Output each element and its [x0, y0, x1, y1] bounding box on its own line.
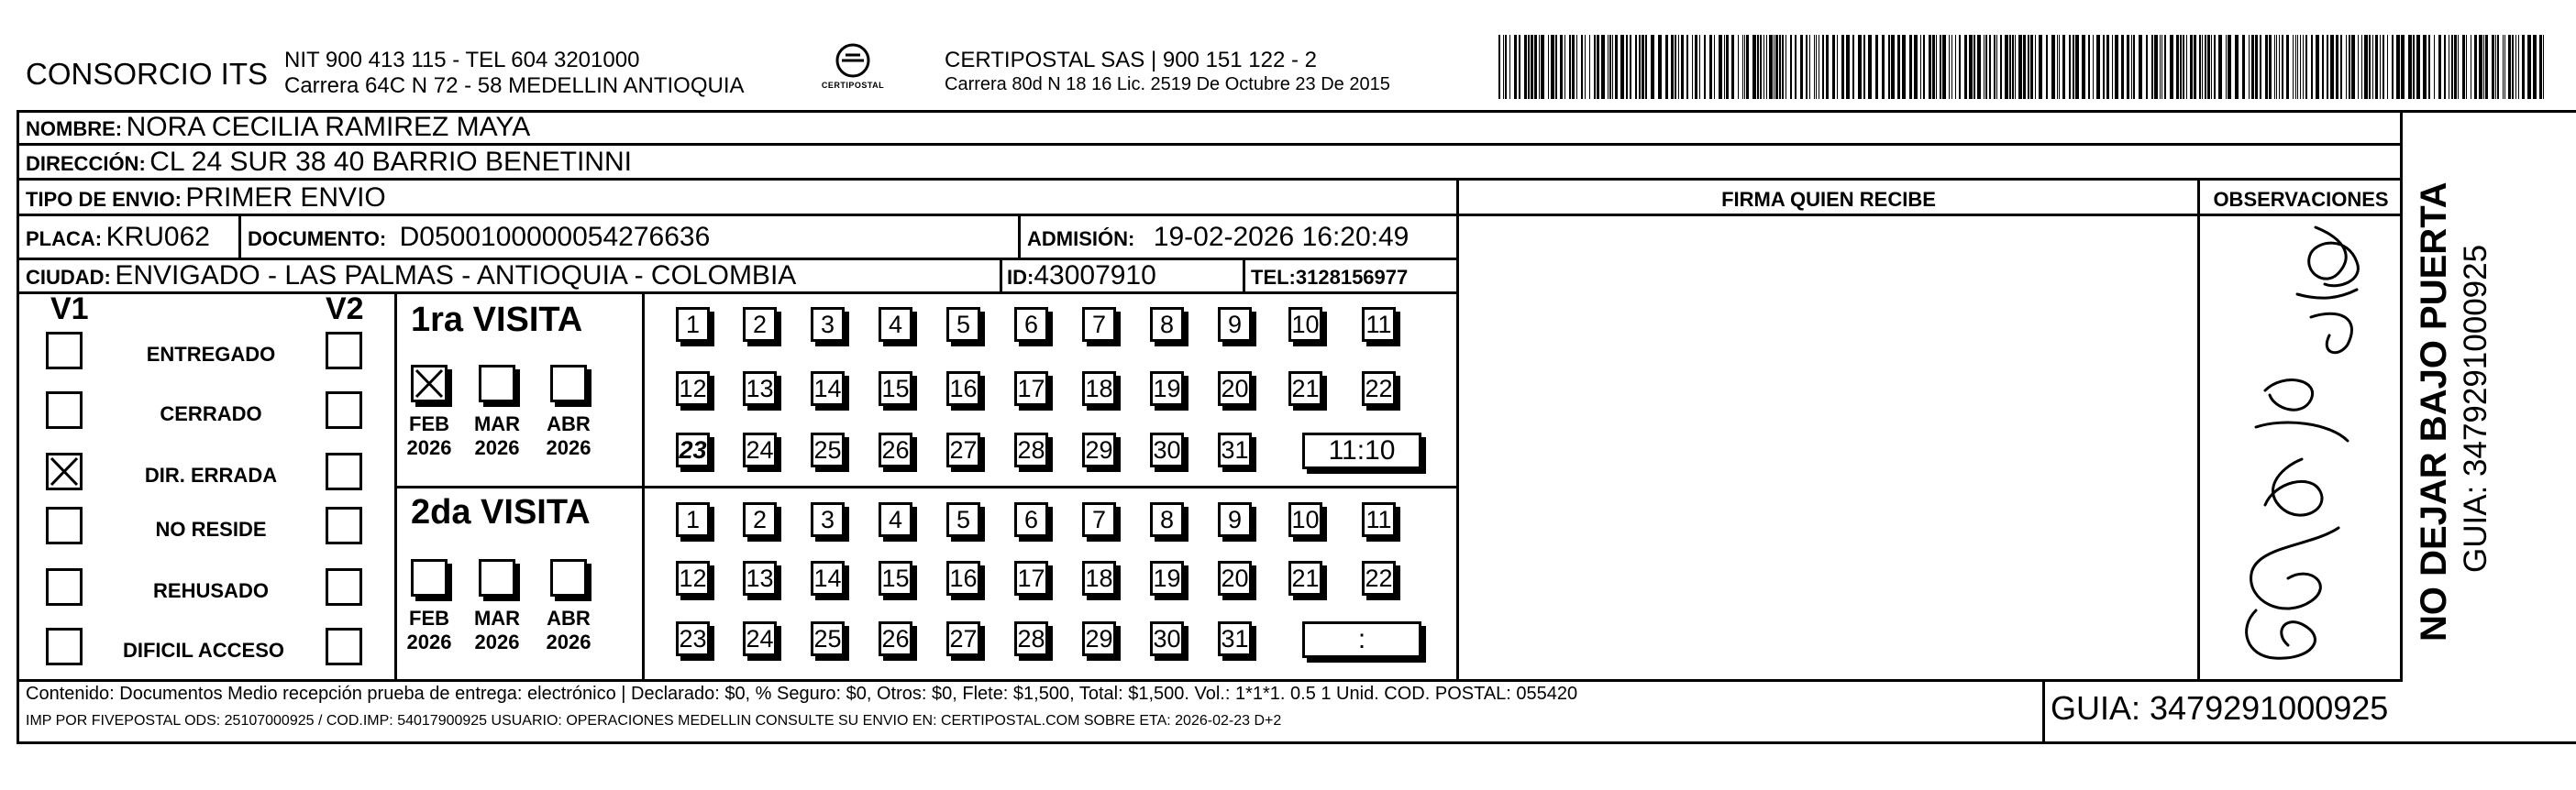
month-checkbox[interactable]: [411, 365, 448, 402]
admision-value: 19-02-2026 16:20:49: [1153, 222, 1410, 252]
day-box[interactable]: 23: [676, 621, 710, 656]
month-label: ABR 2026: [546, 607, 591, 653]
v1-checkbox[interactable]: [46, 507, 83, 544]
day-box[interactable]: 27: [946, 433, 980, 467]
day-box[interactable]: 7: [1082, 502, 1116, 537]
day-box[interactable]: 26: [879, 433, 912, 467]
day-box[interactable]: 12: [676, 561, 710, 596]
documento-label: DOCUMENTO:: [248, 227, 387, 250]
placa-cell: [26, 222, 210, 253]
tipo-row: [26, 182, 386, 214]
day-box[interactable]: 7: [1082, 307, 1116, 342]
day-box[interactable]: 2: [743, 307, 777, 342]
day-box[interactable]: 21: [1288, 371, 1322, 406]
v2-checkbox[interactable]: [326, 453, 362, 490]
v2-checkbox[interactable]: [326, 391, 362, 429]
id-value: 43007910: [1034, 260, 1156, 291]
day-box[interactable]: 6: [1014, 307, 1048, 342]
day-box[interactable]: 18: [1082, 371, 1116, 406]
day-box[interactable]: 11: [1362, 307, 1396, 342]
v1-checkbox[interactable]: [46, 453, 83, 490]
recipient-signature: [2201, 216, 2399, 675]
day-box[interactable]: 8: [1150, 502, 1184, 537]
v2-checkbox[interactable]: [326, 507, 362, 544]
direccion-value: CL 24 SUR 38 40 BARRIO BENETINNI: [149, 147, 632, 177]
documento-value: D0500100000054276636: [399, 222, 711, 252]
direccion-label: DIRECCIÓN:: [26, 152, 146, 175]
month-checkbox[interactable]: [411, 559, 448, 597]
day-box[interactable]: 9: [1218, 502, 1252, 537]
month-label: ABR 2026: [546, 412, 591, 459]
status-label: DIFICIL ACCESO: [122, 639, 284, 662]
day-box[interactable]: 13: [743, 371, 777, 406]
v1-checkbox[interactable]: [46, 391, 83, 429]
day-box[interactable]: 28: [1014, 433, 1048, 467]
barcode: [1495, 35, 2549, 99]
certipostal-logo-icon: [825, 40, 880, 101]
day-box[interactable]: 14: [811, 371, 845, 406]
month-checkbox[interactable]: [550, 559, 587, 597]
day-box[interactable]: 27: [946, 621, 980, 656]
tipo-label: TIPO DE ENVIO:: [26, 188, 182, 211]
day-box[interactable]: 18: [1082, 561, 1116, 596]
tel-label: TEL:: [1251, 266, 1296, 289]
status-label: ENTREGADO: [146, 343, 276, 366]
company-name: CONSORCIO ITS: [26, 57, 269, 91]
v2-checkbox[interactable]: [326, 332, 362, 369]
footer-imp-line: IMP POR FIVEPOSTAL ODS: 25107000925 / COD.IMP: 54017900925 USUARIO: OPERACIONES MEDELLIN CONSULTE SU ENVIO EN: CERTIPOSTAL.COM SOBRE ETA: 2026-02-23 D+2: [26, 713, 1282, 729]
carrier-info-line1: CERTIPOSTAL SAS | 900 151 122 - 2: [945, 48, 1317, 72]
day-box[interactable]: 4: [879, 307, 912, 342]
logo-text: CERTIPOSTAL: [821, 81, 885, 90]
nombre-row: [26, 112, 530, 143]
company-info-line2: Carrera 64C N 72 - 58 MEDELLIN ANTIOQUIA: [284, 73, 745, 98]
visit1-title: 1ra VISITA: [411, 301, 583, 339]
day-box[interactable]: 5: [946, 307, 980, 342]
nombre-label: NOMBRE:: [26, 117, 123, 140]
ciudad-cell: [26, 260, 796, 291]
admision-label: ADMISIÓN:: [1027, 227, 1135, 250]
direccion-row: [26, 147, 632, 178]
visit2-title: 2da VISITA: [411, 493, 591, 532]
ciudad-value: ENVIGADO - LAS PALMAS - ANTIOQUIA - COLOMBIA: [115, 260, 797, 291]
side-guia: GUIA: 3479291000925: [2458, 244, 2493, 573]
day-box[interactable]: 11: [1362, 502, 1396, 537]
day-box[interactable]: 16: [946, 371, 980, 406]
day-box[interactable]: 1: [676, 307, 710, 342]
day-box[interactable]: 30: [1150, 433, 1184, 467]
v2-label: V2: [326, 291, 364, 326]
observaciones-label: OBSERVACIONES: [2213, 188, 2389, 211]
day-box[interactable]: 5: [946, 502, 980, 537]
day-box[interactable]: 26: [879, 621, 912, 656]
day-box[interactable]: 30: [1150, 621, 1184, 656]
month-label: FEB 2026: [406, 412, 452, 459]
day-box[interactable]: 29: [1082, 621, 1116, 656]
month-checkbox[interactable]: [479, 559, 515, 597]
v2-checkbox[interactable]: [326, 568, 362, 606]
month-checkbox[interactable]: [479, 365, 515, 402]
day-box[interactable]: 28: [1014, 621, 1048, 656]
day-box[interactable]: 6: [1014, 502, 1048, 537]
month-label: MAR 2026: [473, 412, 521, 459]
v2-checkbox[interactable]: [326, 628, 362, 665]
day-box[interactable]: 1: [676, 502, 710, 537]
ciudad-label: CIUDAD:: [26, 266, 111, 289]
day-box[interactable]: 10: [1288, 502, 1322, 537]
day-box[interactable]: 15: [879, 561, 912, 596]
day-box[interactable]: 21: [1288, 561, 1322, 596]
day-box[interactable]: 19: [1150, 561, 1184, 596]
day-box[interactable]: 29: [1082, 433, 1116, 467]
status-label: REHUSADO: [153, 579, 269, 602]
certipostal-logo: [821, 40, 885, 101]
day-box[interactable]: 20: [1218, 561, 1252, 596]
day-box[interactable]: 20: [1218, 371, 1252, 406]
status-label: CERRADO: [160, 402, 262, 425]
day-box[interactable]: 8: [1150, 307, 1184, 342]
documento-cell: [248, 222, 710, 253]
month-checkbox[interactable]: [550, 365, 587, 402]
id-label: ID:: [1007, 266, 1034, 289]
day-box[interactable]: 12: [676, 371, 710, 406]
day-box[interactable]: 31: [1218, 621, 1252, 656]
day-box[interactable]: 4: [879, 502, 912, 537]
day-box[interactable]: 17: [1014, 561, 1048, 596]
day-box[interactable]: 17: [1014, 371, 1048, 406]
tipo-value: PRIMER ENVIO: [185, 182, 386, 213]
carrier-info-line2: Carrera 80d N 18 16 Lic. 2519 De Octubre 23 De 2015: [945, 74, 1390, 94]
time-box[interactable]: 11:10: [1302, 433, 1421, 469]
day-box[interactable]: 9: [1218, 307, 1252, 342]
firma-label: FIRMA QUIEN RECIBE: [1721, 188, 1936, 211]
id-cell: [1007, 260, 1156, 291]
footer-content-line: Contenido: Documentos Medio recepción prueba de entrega: electrónico | Declarado: $0, % Seguro: $0, Otros: $0, Flete: $1,500, Total: $1,500. Vol.: 1*1*1. 0.5 1 Unid. COD. POSTAL: 055420: [26, 684, 1578, 704]
day-box[interactable]: 13: [743, 561, 777, 596]
footer-guia: GUIA: 3479291000925: [2051, 689, 2389, 727]
v1-checkbox[interactable]: [46, 628, 83, 665]
v1-checkbox[interactable]: [46, 568, 83, 606]
day-box[interactable]: 22: [1362, 561, 1396, 596]
v1-label: V1: [50, 291, 89, 326]
tel-value: 3128156977: [1295, 266, 1409, 289]
day-box[interactable]: 16: [946, 561, 980, 596]
day-box[interactable]: 24: [743, 433, 777, 467]
day-box[interactable]: 31: [1218, 433, 1252, 467]
admision-cell: [1027, 222, 1409, 253]
month-label: FEB 2026: [406, 607, 452, 653]
day-box[interactable]: 25: [811, 433, 845, 467]
nombre-value: NORA CECILIA RAMIREZ MAYA: [126, 112, 531, 142]
day-box[interactable]: 15: [879, 371, 912, 406]
status-label: NO RESIDE: [155, 518, 267, 541]
tel-cell: [1251, 266, 1408, 290]
day-box[interactable]: 3: [811, 502, 845, 537]
day-box[interactable]: 23: [676, 433, 710, 467]
day-box[interactable]: 3: [811, 307, 845, 342]
v1-checkbox[interactable]: [46, 332, 83, 369]
day-box[interactable]: 2: [743, 502, 777, 537]
no-dejar-bajo-puerta: NO DEJAR BAJO PUERTA: [2414, 181, 2454, 642]
day-box[interactable]: 24: [743, 621, 777, 656]
status-label: DIR. ERRADA: [144, 464, 278, 487]
month-label: MAR 2026: [473, 607, 521, 653]
day-box[interactable]: 25: [811, 621, 845, 656]
company-info-line1: NIT 900 413 115 - TEL 604 3201000: [284, 48, 640, 72]
placa-label: PLACA:: [26, 227, 103, 250]
day-box[interactable]: 14: [811, 561, 845, 596]
time-box[interactable]: :: [1302, 621, 1421, 658]
day-box[interactable]: 22: [1362, 371, 1396, 406]
day-box[interactable]: 19: [1150, 371, 1184, 406]
placa-value: KRU062: [105, 222, 210, 252]
day-box[interactable]: 10: [1288, 307, 1322, 342]
